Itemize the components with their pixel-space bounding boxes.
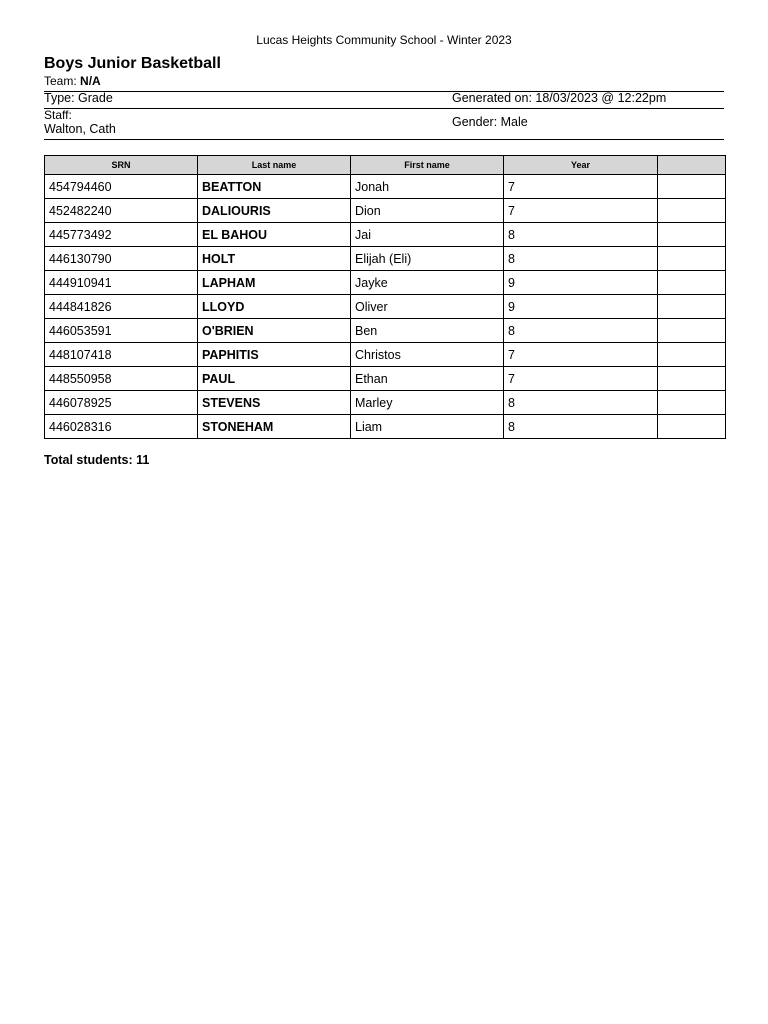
column-header-year: Year bbox=[504, 156, 658, 175]
page-title: Boys Junior Basketball bbox=[44, 55, 221, 72]
team-label: Team: bbox=[44, 74, 77, 88]
table-row bbox=[45, 175, 726, 199]
cell-year: 7 bbox=[504, 175, 658, 199]
cell-first-name: Jayke bbox=[351, 271, 504, 295]
cell-last-name: STONEHAM bbox=[198, 415, 351, 439]
cell-blank bbox=[658, 271, 726, 295]
cell-last-name: HOLT bbox=[198, 247, 351, 271]
cell-last-name: BEATTON bbox=[198, 175, 351, 199]
table-row bbox=[45, 271, 726, 295]
table-row bbox=[45, 199, 726, 223]
cell-first-name: Marley bbox=[351, 391, 504, 415]
cell-blank bbox=[658, 319, 726, 343]
cell-last-name: DALIOURIS bbox=[198, 199, 351, 223]
cell-first-name: Ben bbox=[351, 319, 504, 343]
divider bbox=[44, 139, 724, 140]
cell-first-name: Christos bbox=[351, 343, 504, 367]
cell-first-name: Jai bbox=[351, 223, 504, 247]
cell-year: 8 bbox=[504, 319, 658, 343]
cell-year: 8 bbox=[504, 247, 658, 271]
cell-last-name: LAPHAM bbox=[198, 271, 351, 295]
staff-label: Staff: bbox=[44, 108, 72, 122]
cell-srn: 454794460 bbox=[45, 175, 198, 199]
cell-blank bbox=[658, 295, 726, 319]
cell-first-name: Jonah bbox=[351, 175, 504, 199]
total-students: Total students: 11 bbox=[44, 453, 150, 467]
table-row bbox=[45, 367, 726, 391]
cell-last-name: PAUL bbox=[198, 367, 351, 391]
table-row bbox=[45, 319, 726, 343]
cell-year: 8 bbox=[504, 223, 658, 247]
cell-blank bbox=[658, 367, 726, 391]
cell-year: 8 bbox=[504, 415, 658, 439]
column-header-last-name: Last name bbox=[198, 156, 351, 175]
student-table bbox=[44, 155, 726, 439]
table-row bbox=[45, 391, 726, 415]
table-row bbox=[45, 247, 726, 271]
team-line bbox=[44, 74, 101, 88]
cell-srn: 446053591 bbox=[45, 319, 198, 343]
cell-year: 7 bbox=[504, 343, 658, 367]
cell-last-name: STEVENS bbox=[198, 391, 351, 415]
cell-blank bbox=[658, 223, 726, 247]
cell-last-name: O'BRIEN bbox=[198, 319, 351, 343]
cell-first-name: Liam bbox=[351, 415, 504, 439]
column-header-srn: SRN bbox=[45, 156, 198, 175]
cell-srn: 452482240 bbox=[45, 199, 198, 223]
cell-srn: 448550958 bbox=[45, 367, 198, 391]
cell-year: 8 bbox=[504, 391, 658, 415]
column-header-first-name: First name bbox=[351, 156, 504, 175]
table-row bbox=[45, 415, 726, 439]
cell-last-name: PAPHITIS bbox=[198, 343, 351, 367]
cell-blank bbox=[658, 175, 726, 199]
table-row bbox=[45, 343, 726, 367]
cell-blank bbox=[658, 391, 726, 415]
generated-on: Generated on: 18/03/2023 @ 12:22pm bbox=[452, 91, 667, 105]
cell-blank bbox=[658, 247, 726, 271]
cell-srn: 446028316 bbox=[45, 415, 198, 439]
cell-srn: 444841826 bbox=[45, 295, 198, 319]
column-header-blank bbox=[658, 156, 726, 175]
cell-first-name: Oliver bbox=[351, 295, 504, 319]
divider bbox=[44, 108, 724, 109]
table-row bbox=[45, 295, 726, 319]
cell-srn: 445773492 bbox=[45, 223, 198, 247]
cell-last-name: LLOYD bbox=[198, 295, 351, 319]
staff-name: Walton, Cath bbox=[44, 122, 116, 136]
cell-year: 7 bbox=[504, 367, 658, 391]
cell-blank bbox=[658, 343, 726, 367]
cell-blank bbox=[658, 415, 726, 439]
gender: Gender: Male bbox=[452, 115, 528, 129]
cell-year: 7 bbox=[504, 199, 658, 223]
table-row bbox=[45, 223, 726, 247]
cell-last-name: EL BAHOU bbox=[198, 223, 351, 247]
cell-year: 9 bbox=[504, 271, 658, 295]
cell-srn: 448107418 bbox=[45, 343, 198, 367]
cell-srn: 446130790 bbox=[45, 247, 198, 271]
cell-first-name: Elijah (Eli) bbox=[351, 247, 504, 271]
cell-first-name: Ethan bbox=[351, 367, 504, 391]
team-value: N/A bbox=[80, 74, 101, 88]
cell-first-name: Dion bbox=[351, 199, 504, 223]
cell-srn: 444910941 bbox=[45, 271, 198, 295]
cell-srn: 446078925 bbox=[45, 391, 198, 415]
report-type: Type: Grade bbox=[44, 91, 113, 105]
table-header-row bbox=[45, 156, 726, 175]
school-heading: Lucas Heights Community School - Winter 2023 bbox=[256, 33, 512, 47]
cell-year: 9 bbox=[504, 295, 658, 319]
cell-blank bbox=[658, 199, 726, 223]
